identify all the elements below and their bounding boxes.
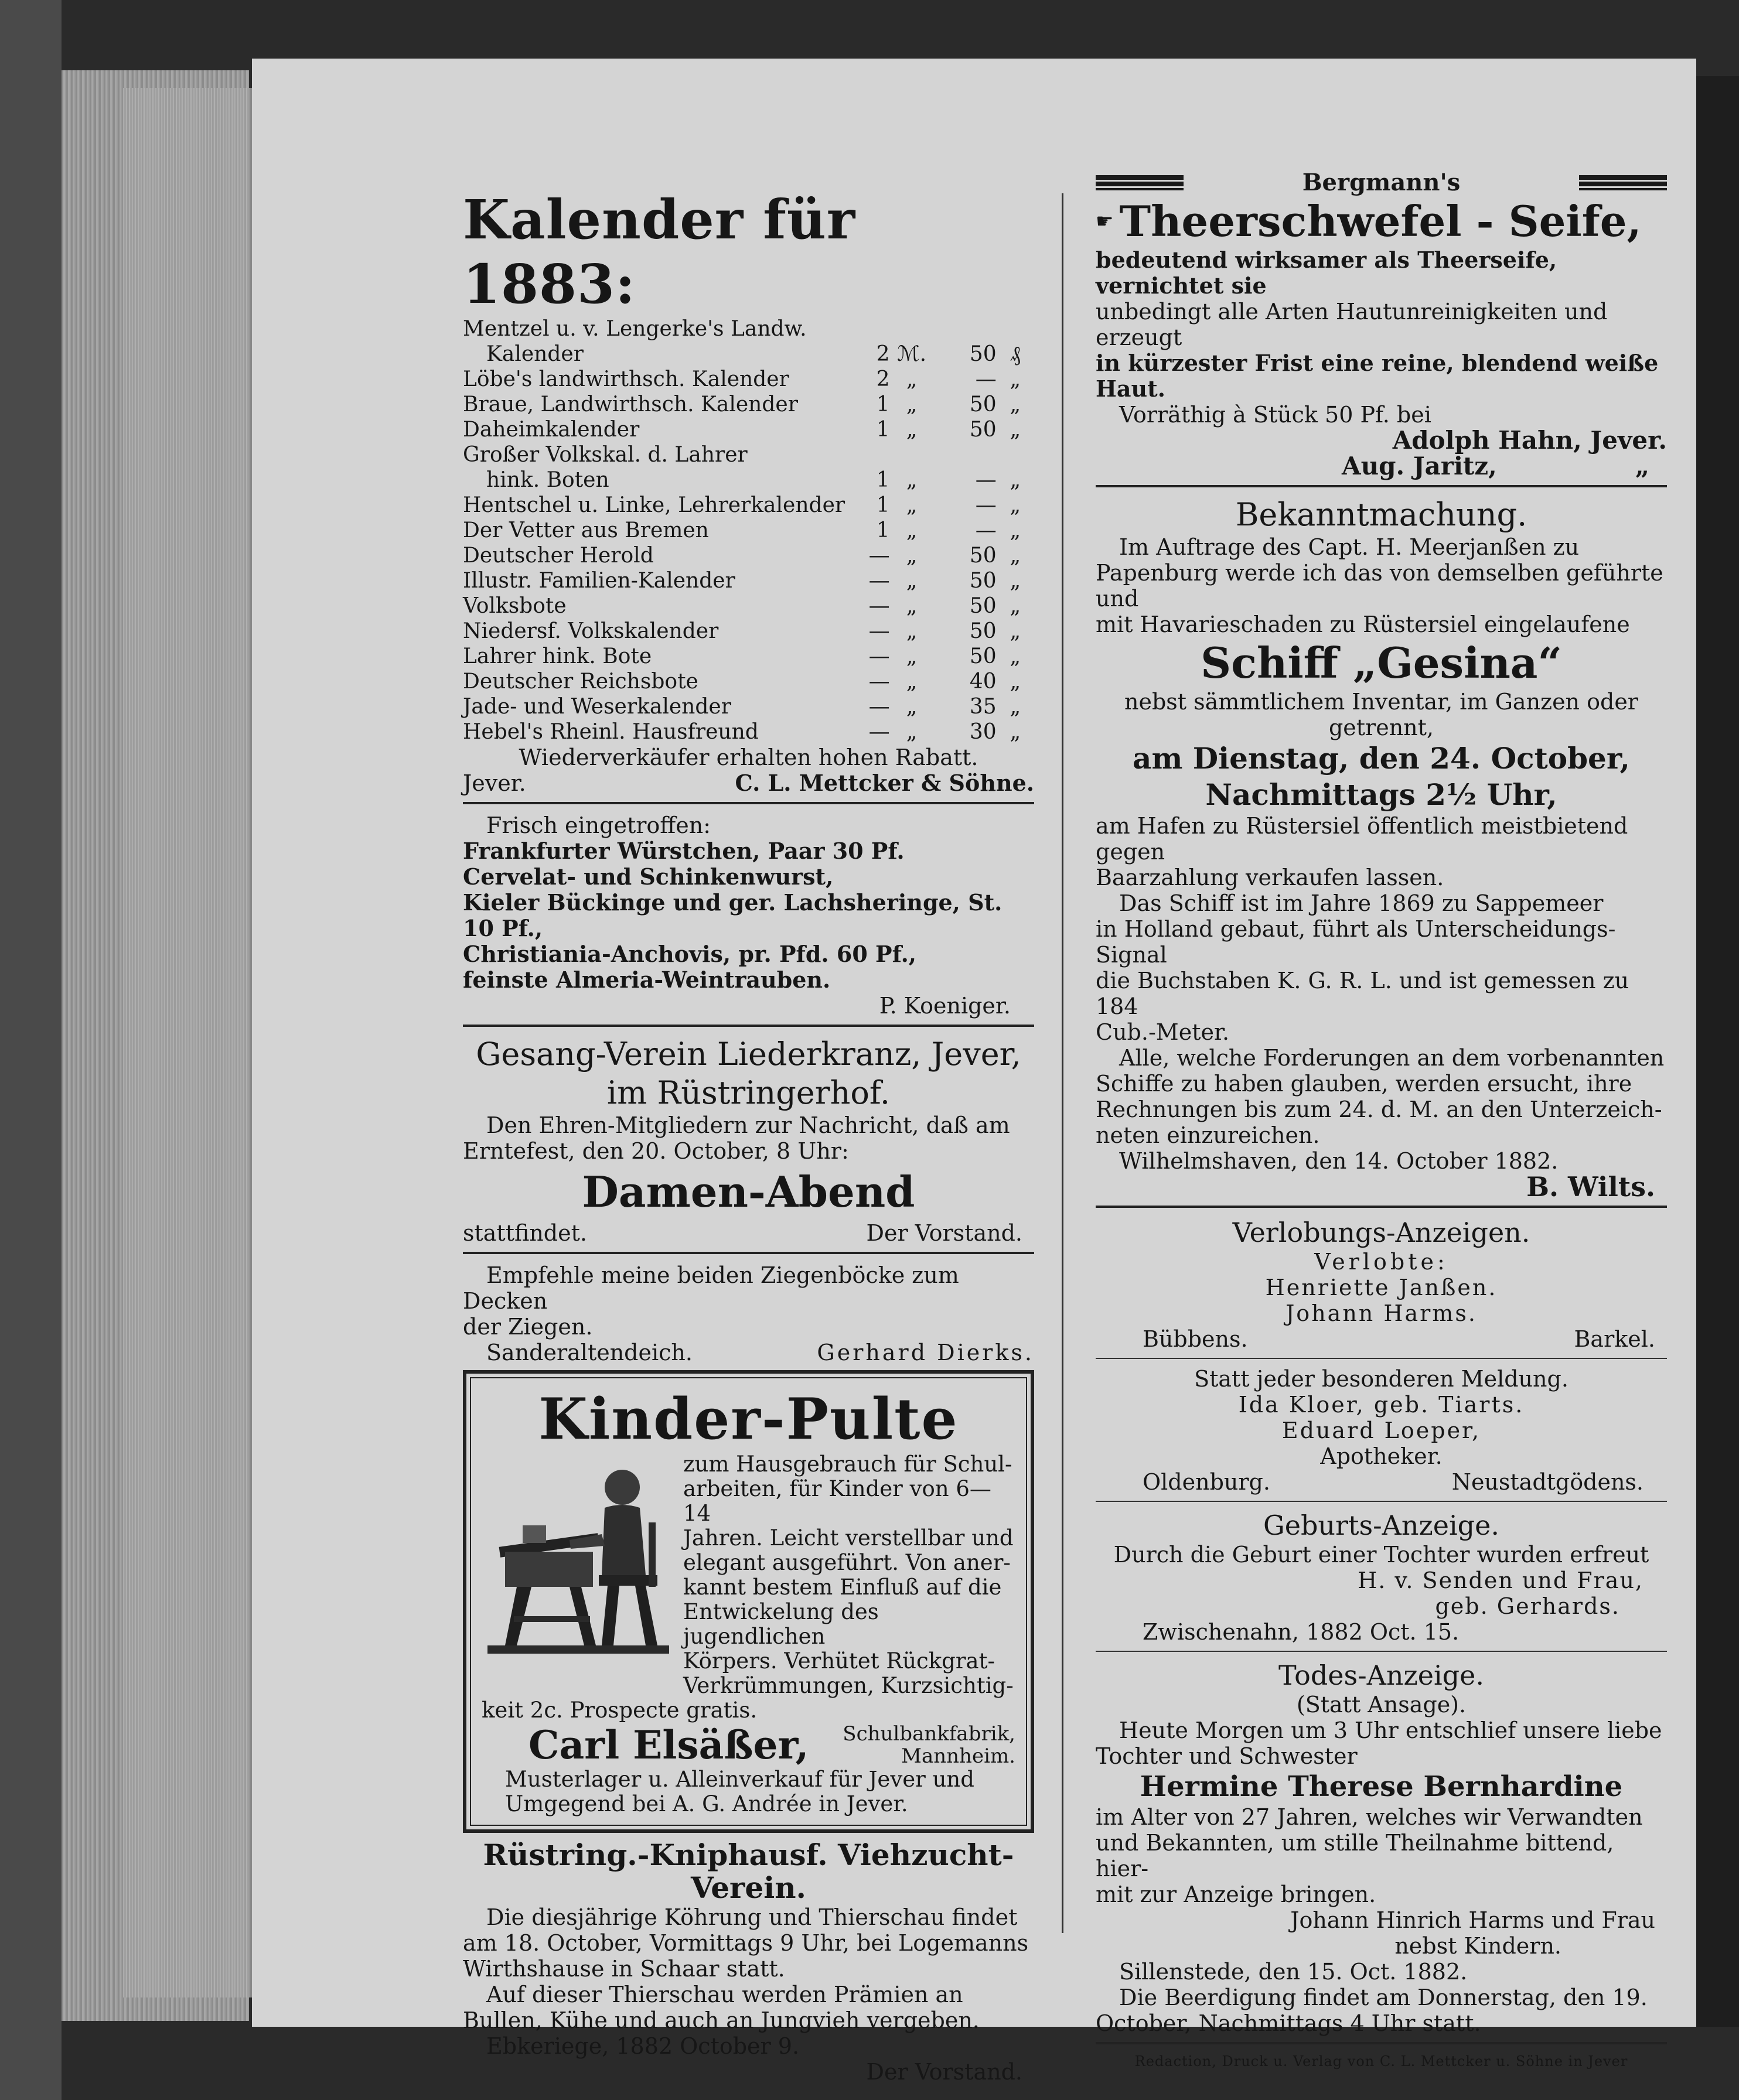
kalender-currency: „: [1010, 367, 1021, 391]
bekannt-text: Baarzahlung verkaufen lassen.: [1096, 865, 1444, 890]
kalender-pfennig: —: [975, 367, 997, 391]
frisch-line: feinste Almeria-Weintrauben.: [463, 967, 831, 993]
todes-title: Todes-Anzeige.: [1278, 1659, 1484, 1691]
right-column: [1096, 170, 1667, 2070]
separator-rule: [463, 802, 1034, 804]
bekannt-text: Im Auftrage des Capt. H. Meerjanßen zu: [1119, 534, 1580, 560]
meldung-name: Apotheker.: [1320, 1443, 1443, 1469]
todes-signature: nebst Kindern.: [1394, 1933, 1561, 1959]
school-desk-illustration: [482, 1452, 675, 1669]
todes-ad: [1096, 1659, 1667, 2036]
kalender-mark: [852, 316, 889, 342]
verlobung-title: Verlobungs-Anzeigen.: [1232, 1217, 1530, 1248]
meldung-place: Oldenburg.: [1143, 1469, 1270, 1495]
kalender-pfennig: 50: [969, 644, 997, 668]
bekannt-text: Rechnungen bis zum 24. d. M. an den Unterzeich-: [1096, 1097, 1662, 1122]
kalender-pfennig: —: [975, 468, 997, 492]
kalender-row: [463, 316, 1034, 342]
kalender-item-name: Niedersf. Volkskalender: [463, 619, 719, 643]
frisch-heading: Frisch eingetroffen:: [486, 812, 711, 838]
left-column: [463, 187, 1034, 2085]
ziegen-place: Sanderaltendeich.: [486, 1340, 693, 1365]
separator-rule: [1096, 1651, 1667, 1652]
meldung-ad: [1096, 1366, 1667, 1495]
kalender-currency: „: [1010, 695, 1021, 719]
kalender-currency: „: [1010, 468, 1021, 492]
kalender-mark: [852, 442, 889, 467]
meldung-title: Statt jeder besonderen Meldung.: [1194, 1366, 1568, 1392]
kalender-item-name: Volksbote: [463, 594, 567, 618]
gesang-ad: [463, 1035, 1034, 1246]
decorative-bar: [1096, 175, 1184, 190]
gesang-tail: stattfindet.: [463, 1220, 587, 1246]
kalender-mark: —: [868, 644, 890, 668]
kalender-mark: —: [868, 544, 890, 568]
bekannt-text: Schiffe zu haben glauben, werden ersucht, ihre: [1096, 1071, 1632, 1097]
kalender-currency: „: [1010, 644, 1021, 668]
bekannt-text: am Hafen zu Rüstersiel öffentlich meistbietend gegen: [1096, 813, 1628, 865]
imprint-footer: Redaction, Druck u. Verlag von C. L. Mettcker u. Söhne in Jever: [1134, 2053, 1628, 2070]
kalender-pfennig: 50: [969, 569, 997, 593]
kalender-item-name: Deutscher Herold: [463, 544, 654, 568]
viehzucht-text: Wirthshause in Schaar statt.: [463, 1956, 785, 1982]
kalender-unit: „: [906, 720, 918, 744]
kalender-unit: „: [906, 493, 918, 517]
separator-rule: [463, 1025, 1034, 1027]
page-stack-edge-inner: [123, 88, 258, 1997]
kalender-item-name: Mentzel u. v. Lengerke's Landw.: [463, 317, 807, 341]
kalender-unit: „: [906, 569, 918, 593]
kalender-item-name: Braue, Landwirthsch. Kalender: [463, 392, 798, 416]
kalender-pfennig: 40: [969, 670, 997, 694]
meldung-place: Neustadtgödens.: [1451, 1469, 1643, 1495]
pulte-bottom: Umgegend bei A. G. Andrée in Jever.: [505, 1791, 908, 1816]
kalender-currency: „: [1010, 518, 1021, 542]
bekanntmachung-ad: [1096, 496, 1667, 1203]
kalender-unit: [890, 316, 934, 342]
frisch-line: Cervelat- und Schinkenwurst,: [463, 863, 834, 890]
pulte-line: arbeiten, für Kinder von 6—14: [683, 1476, 991, 1526]
kalender-pfennig: 50: [969, 544, 997, 568]
kalender-pfennig: 50: [969, 594, 997, 618]
gesang-signature: Der Vorstand.: [866, 1220, 1022, 1246]
kalender-row: [463, 669, 1034, 694]
pulte-line-full: keit 2c. Prospecte gratis.: [482, 1698, 758, 1723]
pulte-title: Kinder-Pulte: [538, 1386, 959, 1452]
kalender-item-name: Deutscher Reichsbote: [463, 670, 698, 694]
verlobung-ad: [1096, 1216, 1667, 1352]
kalender-currency: „: [1010, 493, 1021, 517]
pulte-line: kannt bestem Einfluß auf die: [683, 1575, 1002, 1600]
todes-burial: Die Beerdigung findet am Donnerstag, den 19.: [1119, 1985, 1648, 2010]
kalender-pfennig: —: [975, 493, 997, 517]
bekannt-text: Alle, welche Forderungen an dem vorbenannten: [1119, 1045, 1665, 1071]
bekannt-title: Bekanntmachung.: [1235, 496, 1527, 533]
seife-title: Theerschwefel - Seife,: [1119, 196, 1642, 246]
kalender-currency: ₰: [1010, 342, 1021, 366]
kalender-unit: „: [906, 367, 918, 391]
kalender-price-table: [463, 316, 1034, 745]
bekannt-inventar: nebst sämmtlichem Inventar, im Ganzen oder getrennt,: [1124, 689, 1638, 740]
kalender-item-name: Jade- und Weserkalender: [463, 695, 731, 719]
frisch-signature: P. Koeniger.: [879, 993, 1011, 1019]
kalender-row: [463, 442, 1034, 467]
kalender-item-name: Kalender: [486, 342, 584, 366]
kalender-pfennig: 50: [969, 418, 997, 442]
kalender-mark: 1: [876, 468, 890, 492]
todes-place-date: Sillenstede, den 15. Oct. 1882.: [1119, 1959, 1468, 1985]
kalender-pfennig: [934, 316, 997, 342]
seife-seller: Adolph Hahn, Jever.: [1392, 426, 1667, 455]
ziegen-text: der Ziegen.: [463, 1314, 593, 1340]
kalender-unit: „: [906, 670, 918, 694]
kalender-pfennig: 50: [969, 342, 997, 366]
gesang-subtitle: im Rüstringerhof.: [606, 1074, 891, 1111]
pulte-line: Jahren. Leicht verstellbar und: [683, 1525, 1014, 1551]
kalender-row: [463, 392, 1034, 417]
viehzucht-text: Die diesjährige Köhrung und Thierschau findet: [486, 1904, 1018, 1930]
bekannt-text: die Buchstaben K. G. R. L. und ist gemessen zu 184: [1096, 968, 1629, 1019]
todes-text: und Bekannten, um stille Theilnahme bittend, hier-: [1096, 1830, 1614, 1882]
frisch-line: Frankfurter Würstchen, Paar 30 Pf.: [463, 838, 905, 864]
verlobung-place: Barkel.: [1574, 1326, 1655, 1352]
ziegen-signature: Gerhard Dierks.: [817, 1340, 1034, 1365]
todes-signature: Johann Hinrich Harms und Frau: [1290, 1907, 1655, 1933]
bekannt-signature: B. Wilts.: [1526, 1171, 1655, 1203]
geburt-title: Geburts-Anzeige.: [1263, 1510, 1499, 1541]
kalender-unit: „: [906, 644, 918, 668]
kalender-row: [463, 568, 1034, 593]
kalender-currency: „: [1010, 720, 1021, 744]
geburt-name: geb. Gerhards.: [1435, 1593, 1620, 1619]
kalender-row: [463, 518, 1034, 543]
todes-text: Heute Morgen um 3 Uhr entschlief unsere liebe: [1119, 1717, 1662, 1743]
bekannt-text: Papenburg werde ich das von demselben geführte und: [1096, 560, 1663, 612]
gesang-text: Den Ehren-Mitgliedern zur Nachricht, daß am: [486, 1112, 1010, 1138]
ziegen-ad: [463, 1262, 1034, 1365]
kalender-mark: —: [868, 695, 890, 719]
seife-ad: [1096, 170, 1667, 479]
bekannt-text: in Holland gebaut, führt als Unterscheidungs-Signal: [1096, 916, 1616, 968]
kalender-pfennig: 30: [969, 720, 997, 744]
kalender-mark: 1: [876, 418, 890, 442]
verlobung-name: Johann Harms.: [1286, 1300, 1477, 1326]
kalender-item-name: Der Vetter aus Bremen: [463, 518, 709, 542]
kalender-item-name: hink. Boten: [486, 468, 609, 492]
column-divider: [1062, 193, 1063, 1933]
ziegen-text: Empfehle meine beiden Ziegenböcke zum Decken: [463, 1262, 959, 1314]
frisch-line: Kieler Bückinge und ger. Lachsheringe, St. 10 Pf.,: [463, 889, 1003, 941]
geburt-name: H. v. Senden und Frau,: [1358, 1568, 1643, 1593]
verlobung-sub: Verlobte:: [1314, 1249, 1448, 1275]
viehzucht-text: am 18. October, Vormittags 9 Uhr, bei Logemanns: [463, 1930, 1029, 1956]
bekannt-text: mit Havarieschaden zu Rüstersiel eingelaufene: [1096, 612, 1630, 637]
kalender-currency: „: [1010, 418, 1021, 442]
verlobung-name: Henriette Janßen.: [1265, 1275, 1498, 1300]
kalender-row: [463, 367, 1034, 392]
bekannt-place-date: Wilhelmshaven, den 14. October 1882.: [1119, 1148, 1559, 1174]
separator-rule: [1096, 1358, 1667, 1359]
bekannt-time: Nachmittags 2½ Uhr,: [1205, 777, 1557, 812]
kalender-mark: —: [868, 670, 890, 694]
kalender-unit: „: [906, 468, 918, 492]
seife-text: in kürzester Frist eine reine, blendend weiße Haut.: [1096, 350, 1659, 402]
verlobung-place: Bübbens.: [1143, 1326, 1248, 1352]
kalender-row: [463, 467, 1034, 493]
kalender-currency: „: [1010, 392, 1021, 416]
viehzucht-text: Auf dieser Thierschau werden Prämien an: [486, 1982, 963, 2007]
pulte-line: Verkrümmungen, Kurzsichtig-: [683, 1673, 1014, 1698]
kalender-item-name: Illustr. Familien-Kalender: [463, 569, 735, 593]
kalender-item-name: Löbe's landwirthsch. Kalender: [463, 367, 789, 391]
kalender-ad: [463, 187, 1034, 796]
viehzucht-signature: Der Vorstand.: [866, 2059, 1022, 2085]
separator-rule: [1096, 485, 1667, 487]
gesang-event: Damen-Abend: [582, 1167, 915, 1217]
viehzucht-ad: [463, 1839, 1034, 2085]
frisch-ad: [463, 812, 1034, 1019]
geburt-ad: [1096, 1509, 1667, 1645]
kalender-item-name: Daheimkalender: [463, 418, 640, 442]
kalender-firm: C. L. Mettcker & Söhne.: [735, 770, 1034, 796]
kalender-currency: [997, 442, 1034, 467]
kalender-pfennig: 50: [969, 619, 997, 643]
book-spine: [0, 0, 62, 2100]
gesang-title: Gesang-Verein Liederkranz, Jever,: [476, 1036, 1021, 1073]
kalender-pfennig: 35: [969, 695, 997, 719]
pulte-firm: Carl Elsäßer,: [528, 1722, 809, 1768]
todes-text: mit zur Anzeige bringen.: [1096, 1882, 1376, 1907]
kalender-mark: —: [868, 594, 890, 618]
kalender-currency: [997, 316, 1034, 342]
kalender-unit: „: [906, 418, 918, 442]
kalender-mark: 1: [876, 493, 890, 517]
kalender-currency: „: [1010, 670, 1021, 694]
kalender-item-name: Hebel's Rheinl. Hausfreund: [463, 720, 759, 744]
separator-rule: [1096, 1501, 1667, 1502]
kalender-pfennig: 50: [969, 392, 997, 416]
separator-rule: [1096, 2042, 1667, 2044]
kalender-pfennig: —: [975, 518, 997, 542]
kalender-currency: „: [1010, 594, 1021, 618]
decorative-bar: [1579, 175, 1667, 190]
kalender-item-name: Lahrer hink. Bote: [463, 644, 652, 668]
bekannt-date: am Dienstag, den 24. October,: [1133, 741, 1630, 776]
kalender-row: [463, 619, 1034, 644]
kalender-unit: „: [906, 695, 918, 719]
pulte-bottom: Musterlager u. Alleinverkauf für Jever und: [505, 1767, 974, 1792]
kinder-pulte-ad: [463, 1370, 1034, 1833]
kalender-mark: —: [868, 619, 890, 643]
geburt-place-date: Zwischenahn, 1882 Oct. 15.: [1143, 1619, 1460, 1645]
geburt-text: Durch die Geburt einer Tochter wurden erfreut: [1113, 1542, 1649, 1568]
separator-rule: [463, 1252, 1034, 1254]
todes-burial: October, Nachmittags 4 Uhr statt.: [1096, 2010, 1481, 2036]
kalender-currency: „: [1010, 619, 1021, 643]
pointing-hand-icon: ☛: [1096, 210, 1114, 233]
kalender-pfennig: [934, 442, 997, 467]
seife-text: unbedingt alle Arten Hautunreinigkeiten und erzeugt: [1096, 299, 1608, 350]
kalender-mark: —: [868, 720, 890, 744]
frisch-line: Christiania-Anchovis, pr. Pfd. 60 Pf.,: [463, 941, 917, 967]
gesang-text: Erntefest, den 20. October, 8 Uhr:: [463, 1138, 849, 1164]
pulte-firm-sub-line: Mannheim.: [901, 1744, 1015, 1768]
kalender-item-name: Großer Volkskal. d. Lahrer: [463, 443, 748, 467]
bekannt-ship: Schiff „Gesina“: [1201, 638, 1562, 688]
kalender-row: [463, 342, 1034, 367]
pulte-description: [683, 1452, 1015, 1698]
seife-seller-ditto: „: [1635, 452, 1649, 480]
kalender-row: [463, 417, 1034, 442]
kalender-unit: „: [906, 619, 918, 643]
kalender-row: [463, 694, 1034, 719]
kalender-currency: „: [1010, 544, 1021, 568]
todes-text: im Alter von 27 Jahren, welches wir Verwandten: [1096, 1804, 1643, 1830]
kalender-unit: ℳ.: [897, 342, 927, 366]
pulte-firm-sub-line: Schulbankfabrik,: [843, 1722, 1015, 1746]
kalender-rabatt: Wiederverkäufer erhalten hohen Rabatt.: [519, 745, 978, 770]
meldung-name: Eduard Loeper,: [1281, 1418, 1481, 1443]
kalender-title: Kalender für 1883:: [463, 188, 856, 316]
separator-rule: [1096, 1206, 1667, 1208]
kalender-mark: 2: [876, 342, 890, 366]
kalender-row: [463, 593, 1034, 619]
todes-name: Hermine Therese Bernhardine: [1140, 1770, 1623, 1803]
kalender-mark: 1: [876, 518, 890, 542]
kalender-unit: [890, 442, 934, 467]
pulte-line: zum Hausgebrauch für Schul-: [683, 1452, 1012, 1477]
pulte-line: elegant ausgeführt. Von aner-: [683, 1550, 1011, 1575]
viehzucht-place-date: Ebkeriege, 1882 October 9.: [486, 2033, 800, 2059]
seife-stock: Vorräthig à Stück 50 Pf. bei: [1119, 402, 1431, 428]
kalender-row: [463, 543, 1034, 568]
kalender-currency: „: [1010, 569, 1021, 593]
kalender-row: [463, 644, 1034, 669]
meldung-name: Ida Kloer, geb. Tiarts.: [1238, 1392, 1525, 1418]
bekannt-text: neten einzureichen.: [1096, 1122, 1320, 1148]
kalender-unit: „: [906, 518, 918, 542]
kalender-row: [463, 493, 1034, 518]
pulte-firm-sub: [843, 1723, 1015, 1767]
todes-text: Tochter und Schwester: [1096, 1743, 1358, 1769]
pulte-line: Körpers. Verhütet Rückgrat-: [683, 1648, 995, 1674]
kalender-unit: „: [906, 392, 918, 416]
kalender-unit: „: [906, 594, 918, 618]
bekannt-text: Das Schiff ist im Jahre 1869 zu Sappemeer: [1119, 890, 1604, 916]
kalender-place: Jever.: [463, 770, 526, 796]
viehzucht-text: Bullen, Kühe und auch an Jungvieh vergeben.: [463, 2007, 980, 2033]
seife-brand: Bergmann's: [1302, 169, 1461, 196]
kalender-mark: 1: [876, 392, 890, 416]
pulte-line: Entwickelung des jugendlichen: [683, 1599, 879, 1649]
seife-text: bedeutend wirksamer als Theerseife, vernichtet sie: [1096, 247, 1557, 299]
seife-seller: Aug. Jaritz,: [1342, 452, 1497, 480]
kalender-unit: „: [906, 544, 918, 568]
todes-sub: (Statt Ansage).: [1296, 1692, 1467, 1717]
kalender-item-name: Hentschel u. Linke, Lehrerkalender: [463, 493, 845, 517]
kalender-mark: 2: [876, 367, 890, 391]
viehzucht-title: Rüstring.-Kniphausf. Viehzucht-Verein.: [483, 1838, 1014, 1905]
bekannt-text: Cub.-Meter.: [1096, 1019, 1230, 1045]
next-page-edge: [1696, 76, 1739, 2027]
kalender-row: [463, 719, 1034, 745]
kalender-mark: —: [868, 569, 890, 593]
